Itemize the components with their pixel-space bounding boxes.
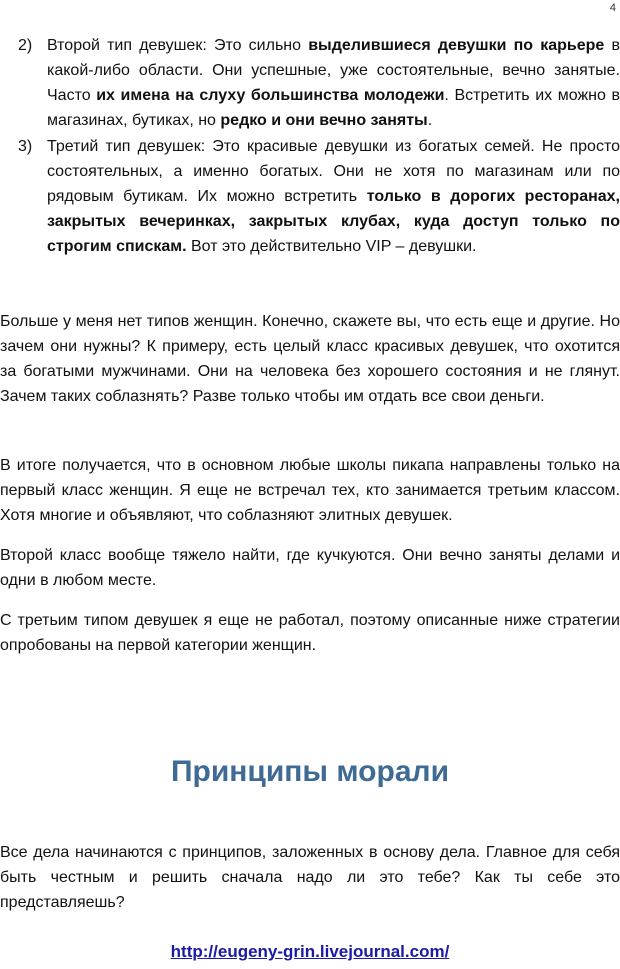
text-segment: . Встретить их можно в магазинах, бутиках, но bbox=[47, 87, 620, 129]
page-number: 4 bbox=[609, 2, 616, 14]
list-item-2 bbox=[0, 33, 620, 133]
text-segment: в какой-либо области. Они успешные, уже состоятельные, вечно занятые. Часто bbox=[47, 37, 620, 104]
text-segment: Второй тип девушек: Это сильно bbox=[47, 37, 309, 54]
section-heading: Принципы морали bbox=[170, 755, 450, 788]
list-number: 2) bbox=[18, 37, 33, 54]
text-segment: . bbox=[427, 112, 433, 129]
paragraph-3: Второй класс вообще тяжело найти, где кучкуются. Они вечно заняты делами и одни в любом месте. bbox=[0, 547, 620, 589]
paragraph-1: Больше у меня нет типов женщин. Конечно, скажете вы, что есть еще и другие. Но зачем они нужны? К примеру, есть целый класс красивых девушек, что охотится за богатыми мужчинами. Они на человека без хорошего состояния и не глянут. Зачем таких соблазнять? Разве только чтобы им отдать все свои деньги. bbox=[0, 313, 620, 405]
paragraph-2: В итоге получается, что в основном любые школы пикапа направлены только на первый класс женщин. Я еще не встречал тех, кто занимается третьим классом. Хотя многие и объявляют, что соблазняют элитных девушек. bbox=[0, 457, 620, 524]
footer-link[interactable]: http://eugeny-grin.livejournal.com/ bbox=[170, 942, 450, 961]
bold-segment: выделившиеся девушки по карьере bbox=[308, 37, 605, 54]
text-segment: Вот это действительно VIP – девушки. bbox=[186, 238, 477, 255]
types-list bbox=[0, 33, 620, 259]
closing-paragraph: Все дела начинаются с принципов, заложенных в основу дела. Главное для себя быть честным и решить сначала надо ли это тебе? Как ты себе это представляешь? bbox=[0, 844, 620, 911]
list-item-text bbox=[47, 138, 620, 255]
text-segment: Третий тип девушек: Это красивые девушки из богатых семей. Не просто состоятельных, а именно богатых. Они не хотя по магазинам или по рядовым бутикам. Их можно встретить bbox=[47, 138, 620, 205]
list-item-3 bbox=[0, 134, 620, 259]
bold-segment: их имена на слуху большинства молодежи bbox=[96, 87, 445, 104]
bold-segment: только в дорогих ресторанах, закрытых вечеринках, закрытых клубах, куда доступ только по строгим спискам. bbox=[47, 188, 620, 255]
paragraph-4: С третьим типом девушек я еще не работал, поэтому описанные ниже стратегии опробованы на первой категории женщин. bbox=[0, 612, 620, 654]
bold-segment: редко и они вечно заняты bbox=[220, 112, 428, 129]
list-number: 3) bbox=[18, 138, 33, 155]
list-item-text bbox=[47, 37, 620, 129]
